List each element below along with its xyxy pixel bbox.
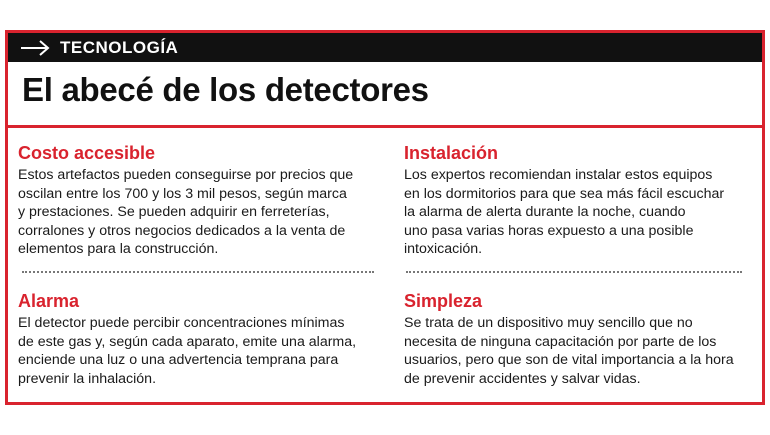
body-line: usuarios, pero que son de vital importancia a la hora (404, 352, 734, 369)
body-line: El detector puede percibir concentraciones mínimas (18, 315, 345, 331)
section-body (404, 314, 759, 388)
body-line: uno pasa varias horas expuesto a una posible (404, 222, 694, 239)
body-line: enciende una luz o una advertencia temprana para (18, 352, 339, 369)
body-line: necesita de ninguna capacitación por parte de los (404, 333, 717, 350)
body-line: de prevenir accidentes y salvar vidas. (404, 370, 641, 387)
section-tag: TECNOLOGÍA (60, 37, 179, 57)
body-line: en los dormitorios para que sea más fácil escuchar (404, 185, 725, 202)
section-body (404, 166, 759, 259)
body-line: Estos artefactos pueden conseguirse por precios que (18, 167, 354, 183)
section-simpleza (404, 291, 759, 388)
body-line: intoxicación. (404, 241, 483, 258)
arrow-right-icon (20, 38, 50, 58)
body-line: la alarma de alerta durante la noche, cuando (404, 204, 686, 221)
body-line: Se trata de un dispositivo muy sencillo que no (404, 315, 693, 331)
dotted-divider (22, 271, 374, 273)
body-line: elementos para la construcción. (18, 241, 219, 258)
dotted-divider (406, 271, 742, 273)
headline: El abecé de los detectores (22, 71, 429, 108)
infobox-frame (5, 30, 765, 405)
body-line: oscilan entre los 700 y los 3 mil pesos, según marca (18, 185, 347, 202)
section-title: Instalación (404, 143, 499, 163)
section-costo-accesible (18, 143, 373, 259)
body-line: prevenir la inhalación. (18, 370, 157, 387)
body-line: corralones y otros negocios dedicados a la venta de (18, 222, 346, 239)
headline-rule (8, 125, 762, 128)
body-line: Los expertos recomiendan instalar estos equipos (404, 167, 713, 183)
section-body (18, 166, 373, 259)
body-line: de este gas y, según cada aparato, emite una alarma, (18, 333, 357, 350)
section-title: Costo accesible (18, 143, 156, 163)
section-body (18, 314, 373, 388)
section-alarma (18, 291, 373, 388)
section-tag-bar (8, 33, 762, 62)
section-instalacion (404, 143, 759, 259)
body-line: y prestaciones. Se pueden adquirir en ferreterías, (18, 204, 330, 221)
section-title: Simpleza (404, 291, 483, 311)
section-title: Alarma (18, 291, 80, 311)
